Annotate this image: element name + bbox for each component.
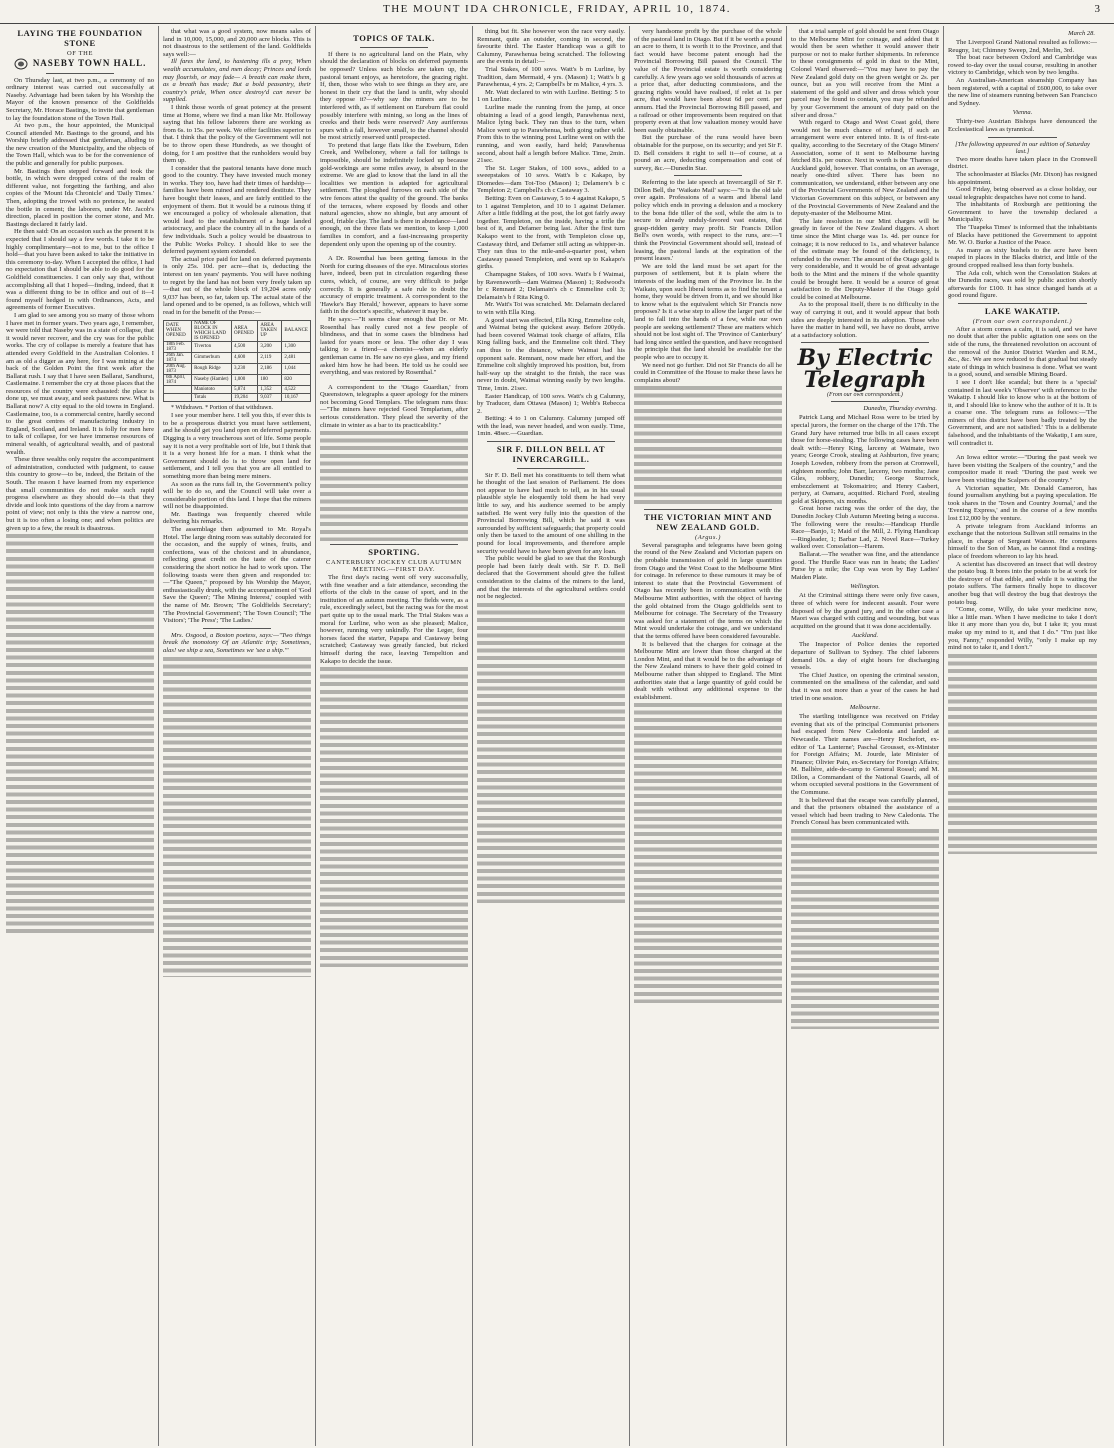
text-filler	[163, 657, 311, 977]
paragraph: very handsome profit by the purchase of the whole of the pastoral land in Otago. But if it be worth a pound an acre to them, it is worth it to the Province, and that fact would have become patent enough had the Provincial Borrowing Bill passed the Council. The value of the Provincial estate is worth considering carefully. A few years ago we sold thousands of acres at a price that, after deducting commissions, and the grazing rights would have realised, if relet at 1s per acre, that would have been about 6d per cent. per annum. Had the Provincial Borrowing Bill passed, and a railroad or other improvements been required on that property even at that low valuation money would have been easily obtainable.	[634, 28, 782, 134]
divider	[674, 175, 742, 176]
table-cell: 3,230	[231, 363, 257, 374]
divider	[958, 303, 1087, 304]
article-headline-2	[6, 58, 154, 70]
paragraph: Mr. Bastings was frequently cheered while delivering his remarks.	[163, 510, 311, 526]
paragraph: that what was a good system, now means sales of land in 10,000, 15,000, and 20,000 acre blocks. This is not disastrous to the settlement of the land. Goldfields says well:—	[163, 28, 311, 58]
divider	[203, 628, 271, 629]
sporting-subhead: CANTERBURY JOCKEY CLUB AUTUMN MEETING.—FIRST DAY.	[326, 559, 462, 574]
newspaper-title-line: THE MOUNT IDA CHRONICLE, FRIDAY, APRIL 10, 1874.	[383, 3, 731, 15]
article-headline: LAYING THE FOUNDATION STONE	[17, 28, 143, 48]
masthead	[0, 0, 1114, 24]
verse: Ill fares the land, to hastening ills a prey, When wealth accumulates, and men decay; Princes and lords may flourish, or may fade— A breath can make them, as a breath has made; But a bold peasantry, their country's pride, When once destroy'd can never be supplied.	[163, 58, 311, 104]
paragraph: The public would be glad to see that the Roxburgh people had been fairly dealt with. Sir F. D. Bell declared that the Government should give the fullest consideration to the claims of the miners to the land, and that the interests of the agricultural settlers could not be neglected.	[477, 555, 625, 601]
paragraph: The schoolmaster at Blacks (Mr. Dixon) has resigned his appointment.	[948, 170, 1097, 186]
column-4	[473, 26, 630, 1446]
table-cell: 4,522	[282, 385, 311, 393]
table-cell: 10,167	[282, 393, 311, 401]
paragraph: With regard to Otago and West Coast gold, there would not be much chance of refund, if such an arrangement were ever entered into. It is of first-rate quality, according to the Secretary of the Otago Miners' Association, some of it sent to Melbourne having fetched 81s. per ounce. Next in worth is the 'Thames or Auckland gold, however. That contains, on an average, nearly one-third silver. There has been no communication, we understand, either between any one of the Provincial Governments of New Zealand and the Victorian Government on this subject, or between any of the Provincial Governments of New Zealand and the deputy-master of the Melbourne Mint.	[791, 119, 939, 218]
text-filler	[320, 431, 468, 541]
column-5	[630, 26, 787, 1446]
table-cell	[164, 385, 192, 393]
table-cell: 26th Jan. 1874	[164, 352, 192, 363]
divider	[46, 73, 114, 74]
divider	[831, 401, 899, 402]
columns	[2, 26, 1112, 1446]
paragraph: He then said: On an occasion such as the present it is expected that I should say a few words. I take it to be highly complimentary—not to me, but to the office I hold—that you have been asked to take the initiative in this ceremony to-day. When I accepted the office, I had no expectation that I should be able to do good for the Goldfield constituencies. I can only say that, without accomplishing all that I hoped—finding, indeed, that it was a different thing to be in office and out of it—I found myself hedged in with Ordinances, Acts, and agreements of former Executives.	[6, 228, 154, 312]
table-cell: 5,874	[231, 385, 257, 393]
dateline: Wellington.	[850, 583, 880, 591]
paragraph: An Australian-American steamship Company has been registered, with a capital of £600,000, to take over the new line of steamers running between San Francisco and Sydney.	[948, 76, 1097, 107]
table-header: BALANCE	[282, 320, 311, 341]
paragraph: After a storm comes a calm, it is said, and we have no doubt that after the public agitation one sees on the side of the runs, the threatened revolution on account of the removal of the Junior District Warden and R.M., &c., &c. We are now reduced to that gradual but steady state of things in which business is done. What we want is a good, sound, and sensible Mining Board.	[948, 325, 1097, 379]
text-filler	[477, 603, 625, 903]
paragraph: I consider that the pastoral tenants have done much good to the country. They have invested much money in works. They too, have had their times of hardship—families have been ruined and rendered destitute. They have bought their leases, and are fairly entitled to the enjoyment of them. But it would be a ruinous thing if we encouraged a policy of wholesale alienation, that would lead to the establishment of a huge landed aristocracy, and place the country all in the hands of a few individuals. Such a policy would be disastrous to the Public Works Policy. I should like to see the deferred payment system extended.	[163, 164, 311, 256]
divider	[360, 47, 428, 48]
paragraph: Referring to the late speech at Invercargill of Sir F. Dillon Bell, the 'Waikato Mail' says:—"It is the old tale over again. Professions of a warm and liberal land policy which ends in proving a delusion and a mockery to the bona fide tiller of the soil, while the aim is to secure to already unduly-favored vast estates, that grasp-ridden gentry may profit. Sir Francis Dillon Bell's own words, with respect to the runs, are:—'I think the Provincial Government should sell, instead of leasing, the pastoral lands at the expiration of the present leases.'	[634, 179, 782, 263]
editorial-note: [The following appeared in our edition of Saturday last.]	[955, 140, 1090, 156]
divider	[801, 342, 929, 343]
table-row	[164, 363, 311, 374]
paragraph: But the purchase of the runs would have been obtainable for the purpose, on its security; and yet Sir F. D. Bell considers it right to sell it—of course, at a pound an acre, deducting compensation and cost of survey, &c.—Dunedin Star.	[634, 134, 782, 172]
paragraph: A private telegram from Auckland informs an exchange that the notorious Sullivan still remains in the place, in charge of Sergeant Watson. He compares himself to the Son of Man, as he cannot find a resting-place of freedom whereon to lay his head.	[948, 522, 1097, 560]
topics-headline: TOPICS OF TALK.	[353, 33, 435, 43]
column-7	[944, 26, 1101, 1446]
paragraph: Several paragraphs and telegrams have been going the round of the New Zealand and Victorian papers on the probable transmission of gold in large quantities from Otago and the West Coast to the Melbourne Mint for coinage. In reference to these rumours it may be of interest to state that the Provincial Government of Otago has recently been in communication with the Melbourne Mint authorities, with the object of having the gold obtained from the Otago goldfields sent to Melbourne for coinage. The Secretary of the Treasury was asked for a statement of the terms on which the Mint would undertake the coinage, and we understand that the terms offered have been considered favourable.	[634, 541, 782, 640]
table-cell: 4,500	[231, 341, 257, 352]
table-row	[164, 374, 311, 385]
paragraph: The actual price paid for land on deferred payments is only 25s. 10d. per acre—that is, deducting the interest on ten years' payments. You will have nothing to regret by the land has not been very freely taken up—that out of the whole block of 19,204 acres only 9,037 has been, so far, taken up. The actual state of the land opened and to be opened, is as follows, which will read in for the benefit of the Press:—	[163, 255, 311, 316]
divider	[988, 450, 1057, 451]
table-cell: 2,186	[258, 363, 282, 374]
paragraph: Thirty-two Austrian Bishops have denounced the Ecclesiastical laws as tyrannical.	[948, 118, 1097, 133]
table-cell: 18th Feb. 1873	[164, 341, 192, 352]
paragraph: The Liverpool Grand National resulted as follows:—Reugny, 1st; Chimney Sweep, 2nd, Merlin, 3rd.	[948, 39, 1097, 54]
paragraph: At the Criminal sittings there were only five cases, three of which were for indecent assault. Four were disposed of by the grand jury, and in the other case a Maori was charged with cutting and wounding, but was acquitted on the ground that it was done accidentally.	[791, 592, 939, 630]
paragraph: The inhabitants of Roxburgh are petitioning the Government to have the township declared a Municipality.	[948, 201, 1097, 224]
paragraph: The first day's racing went off very successfully, with fine weather and a fair attendance, seconding the efforts of the club in the cause of sport, and in the institution of an autumn meeting. The fields were, as a rule, exceedingly select, but the racing was for the most part quite up to the usual mark. The Trial Stakes was a moral for Lurline, who won as she pleased; Malice, however, running very unkindly. For the Leger, four horses faced the starter, Papapa and Castaway being scratched; Castaway was greatly fancied, but ricked himself during the race, leaving Tempeltion and Kakapo to decide the issue.	[320, 574, 468, 665]
race-result: Easter Handicap, of 100 sovs. Watt's ch g Calumny, by Traducer, dam Ottawa (Mason) 1; Webb's Rebecca 2.	[477, 392, 625, 415]
paragraph: At two p.m., the hour appointed, the Municipal Council attended Mr. Bastings to the ground, and his Worship briefly addressed that gentleman, alluding to the new creation of the Municipality, and the objects of the Town Hall, which was to be for the convenience of the public and generally for public purposes.	[6, 122, 154, 168]
paragraph: To pretend that large flats like the Eweburn, Eden Creek, and Welbeloney, where a fall for tailings is impossible, should be indefinitely locked up because gold-workings are some miles away, is absurd in the extreme. We are glad to know that the land in all the localities we mention is adapted for agricultural settlement. The ploughed furrows on each side of the wire fences attest the quality of the ground. The banks of the terraces, where exposed by floods and other natural agencies, show no shingle, but any amount of good, friable clay. The land is there in abundance—land enough, on the three flats we mention, to keep 1,000 families in comfort, and a fast-increasing prosperity dependent only upon the opening up of the country.	[320, 141, 468, 248]
paragraph: The 'Tuapeka Times' is informed that the inhabitants of Blacks have petitioned the Government to appoint Mr. W. O. Burke a Justice of the Peace.	[948, 224, 1097, 247]
table-cell: Maniototo	[192, 385, 232, 393]
paragraph: As to the proposal itself, there is no difficulty in the way of carrying it out, and it would appear that both sides are deeply interested in its adoption. Those who have the matter in hand will, we have no doubt, arrive at a satisfactory solution.	[791, 301, 939, 339]
dateline: Auckland.	[851, 632, 879, 640]
paragraph: We need not go further. Did not Sir Francis do all he could in Committee of the House to make these laws he complains about?	[634, 361, 782, 384]
mint-headline: THE VICTORIAN MINT AND NEW ZEALAND GOLD.	[644, 512, 772, 533]
telegraph-subhead: (From our own correspondent.)	[827, 392, 903, 399]
paragraph: An Iowa editor wrote:—"During the past week we have been visiting the Scalpers of the country," and the compositor made it read: "During the past week we have been visiting the Scalpers of the country."	[948, 454, 1097, 485]
divider	[330, 544, 458, 545]
table-cell: Gimmerburn	[192, 352, 232, 363]
seal-icon	[14, 58, 28, 70]
text-filler	[634, 703, 782, 1003]
table-footnote: * Withdrawn. * Portion of that withdrawn.	[171, 404, 273, 411]
paragraph: Mr. Watt's Toi was scratched. Mr. Delamain declared to win with Ella King.	[477, 301, 625, 316]
divider	[644, 509, 772, 510]
column-2	[159, 26, 316, 1446]
paragraph: The Ada colt, which won the Consolation Stakes at the Dunedin races, was sold by public auction shortly afterwards for £100. It has since changed hands at a good round figure.	[948, 269, 1097, 300]
paragraph: Mrs. Osgood, a Boston poetess, says:—"Two things break the monotony Of an Atlantic trip; Sometimes, alas! we ship a sea, Sometimes we 'see a ship.'"	[163, 631, 311, 654]
table-header: AREA OPENED	[231, 320, 257, 341]
table-cell: 2,119	[258, 352, 282, 363]
paragraph: He says:—"It seems clear enough that Dr. or Mr. Rosenthal has really cured not a few people of blindness, and that in some cases the blindness had lasted for years more or less. The other day I was talking to a friend—a chemist—when an elderly gentleman came in. He saw no eye glass, and my friend asked him how he had been. He told us he could see everything, and was restored by Rosenthal."	[320, 315, 468, 377]
paragraph: Good Friday, being observed as a close holiday, our usual telegraphic despatches have not come to hand.	[948, 186, 1097, 201]
paragraph: A Dr. Rosenthal has been getting famous in the North for curing diseases of the eye. Miraculous stories have, indeed, been put in circulation regarding these cures, which, of course, are very difficult to judge correctly. It is generally a safe rule to doubt the accuracy of empiric treatment. A correspondent to the 'Hawke's Bay Herald,' however, appears to have some faith in the doctor's specific, whatever it may be.	[320, 255, 468, 316]
race-result: Champagne Stakes, of 100 sovs. Watt's b f Waimai, by Ravensworth—dam Waimea (Mason) 1; Redwood's br c Remnant 2; Delamain's ch c Emmeline colt 3; Delamain's b f Rita King 0.	[477, 271, 625, 301]
paragraph: The late resolution in our Mint charges will be greatly in favor of the New Zealand diggers. A short time since the Mint charge was 1s. 4d. per ounce for coinage; it is now reduced to 1s., and whatever balance of the estimate may be found of the deficiency, is refunded to the owner. The amount of the Otago gold is very considerable, and it would be of great advantage both to the Mint and the miners if the whole quantity could be brought here. It would be a source of great satisfaction to the Deputy-Master if the Otago gold could be coined at Melbourne.	[791, 217, 939, 301]
paragraph: We are told the land must be set apart for the purposes of settlement, but it is plain where the interests of the leading men of the Province lie. In the Waikato, upon such liberal terms as to find the tenant a home, they would be driven from it, and we should like to know what is the equivalent which Sir Francis now proposes? Is it a wise step to allow the larger part of the land to fall into the hands of a few, while our own people are seeking settlement? These are matters which should not be lost sight of. The 'Province of Canterbury' had long since settled the question, and have recognised the principle that the land should be available for the people who are to occupy it.	[634, 262, 782, 361]
column-3	[316, 26, 473, 1446]
paragraph: Mr. Bastings then stepped forward and took the bottle, in which were dropped coins of the realm of different value, not forgetting the farthing, and also copies of the 'Mount Ida Chronicle' and 'Daily Times.' Then, adopting the trowel with no pretence, he seated the bottle in cement; the laborers, under Mr. Jacob's direction, placed in position the corner stone, and Mr. Bastings declared it fairly laid.	[6, 167, 154, 228]
paragraph: Mr. Watt declared to win with Lurline. Betting: 5 to 1 on Lurline.	[477, 88, 625, 104]
paragraph: Patrick Lang and Michael Ross were to be tried by special jurors, the former on the charge of the 17th. The Grand Jury have returned true bills in all cases except those for horse-stealing. The following cases have been dealt with:—Henry King, larceny at Waimate, two years; George Crook, stealing at Ashburton, five years; Joseph Lowden, robbery from the person at Cromwell, eighteen months; John Barr, larceny, two months; Jane Giles, robbery, Dunedin; George Sturrock, embezzlement at Tokomairiro; and Henry Casbert, perjury, at Oamaru, acquitted. Richard Ford, stealing gold at Skippers, six months.	[791, 414, 939, 505]
text-filler	[634, 386, 782, 506]
table-header: DATE WHEN OPENED	[164, 320, 192, 341]
table-cell: 1,300	[282, 341, 311, 352]
paragraph: "Come, come, Willy, do take your medicine now, like a little man. When I have medicine to take I don't like it any more than you do, but I take it; you must make up my mind to it, and that I do." "I'm just like you, Fanny," responded Willy, "only I make up my mind not to take it, and I don't."	[948, 606, 1097, 652]
paragraph: Betting: Even on Castaway, 5 to 4 against Kakapo, 5 to 1 against Templeton, and 10 to 1 against Defamer. After a little fiddling at the post, the lot got fairly away together. Templeton, on the inside, having a trifle the best of it, and Defamer being last. After the first turn Kakapo went to the front, with Templeton close up, Castaway third, and Defamer still acting as whipper-in. They ran thus to the mile-and-a-quarter post, when Castaway passed Templeton, and went up to Kakapo's girths.	[477, 195, 625, 271]
table-cell: 2,481	[282, 352, 311, 363]
divider	[360, 380, 428, 381]
paragraph: Lurline made the running from the jump, at once obtaining a lead of a good length, Parawhenua next, Malice lying back. They ran thus to the turn, when Malice went up to Parawhenua, both going rather wild. From this to the winning post Lurline went on with the running, and won easily, hard held; Parawhenua second, about half a length before Malice. Time, 2min. 21sec.	[477, 103, 625, 165]
article-source: (Argus.)	[694, 533, 722, 541]
article-subhead: OF THE	[66, 49, 94, 57]
dateline: Dunedin, Thursday evening.	[863, 405, 937, 413]
divider	[988, 137, 1057, 138]
divider	[517, 468, 585, 469]
table-cell: Rough Ridge	[192, 363, 232, 374]
paragraph: I am glad to see among you so many of those whom I have met in former years. Two years ago, I remember, we were told that Naseby was in a state of collapse, that it would never recover, and the cry was for the public works. The cry of collapse is merely a feature that has attended every Goldfield in the Australian Colonies. I am as old a digger as any here, for I was mining at the back of the Golden Point the first week after the Ballarat rush. I say that I have seen Ballarat, Sandhurst, Castlemaine. I remember the cry at those places that the resources of the country were exhausted: the place is done up, we must away, and seek pastures new. What is Ballarat now? A city equal to the old towns in England. Castlemaine, too, is a commercial centre, hardly second to the great centres of manufacturing industry in England, Scotland, and Ireland. It is folly for men here to talk of collapse, for we have immense resources of mineral wealth, of agricultural wealth, and of pastoral wealth.	[6, 311, 154, 456]
table-cell: 19,204	[231, 393, 257, 401]
column-1	[2, 26, 159, 1446]
race-result: The St. Leger Stakes, of 100 sovs., added to a sweepstakes of 10 sovs. Watt's b c Kakapo, by Diomedes—dam Tot-Too (Mason) 1; Delamere's b c Templeton 2; Campbell's ch c Castaway 3.	[477, 164, 625, 195]
paragraph: Sir F. D. Bell met his constituents to tell them what he thought of the last session of Parliament. He does not appear to have had much to tell, as in his usual plausible style he eloquently told them he had very little to say, and his audience seemed to be amply satisfied. He went very fully into the question of the Provincial Borrowing Bill, which he said it was surrounded by sufficient safeguards; that property could only then be taxed to the amount of one shilling in the pound for local improvements, and therefore ample security would have to have been given for any loan.	[477, 471, 625, 555]
table-row	[164, 393, 311, 401]
paragraph: The startling intelligence was received on Friday evening that six of the principal Communist prisoners had escaped from New Caledonia and landed at Newcastle. Their names are—Henry Rochefort, ex-editor of 'La Lanterne'; Paschal Grousset, ex-Minister for Foreign Affairs; M. Jourde, late Minister of Finance; Olivier Pain, ex-Secretary for Foreign Affairs; M. Ballière, aide-de-camp to General Rossel; and M. Dillon, a Commandant of the National Guards, all of whom occupied several positions in the Government of the Commune.	[791, 713, 939, 797]
table-row	[164, 385, 311, 393]
page-number: 3	[1094, 3, 1100, 15]
table-cell	[164, 393, 192, 401]
paragraph: Betting: 4 to 1 on Calumny. Calumny jumped off with the lead, was never headed, and won easily. Time, 1min. 48sec.—Guardian.	[477, 415, 625, 438]
race-result: Trial Stakes, of 100 sovs. Watt's b m Lurline, by Tradition, dam Mermaid, 4 yrs. (Mason) 1; Watt's b g Parawhenua, 4 yrs. 2; Campbell's br m Malice, 4 yrs. 3.	[477, 65, 625, 89]
table-row	[164, 341, 311, 352]
paragraph: On Thursday last, at two p.m., a ceremony of no ordinary interest was carried out successfully at Naseby. Advantage had been taken by his Worship the Mayor of the known presence of the Goldfields Secretary, Mr. Horace Bastings, to invite that gentleman to lay the foundation stone of the Town Hall.	[6, 76, 154, 122]
paragraph: A Victorian squatter, Mr. Donald Cameron, has found journalism anything but a paying speculation. He took shares in the 'Town and Country Journal,' and the 'Evening Express,' and in the course of a few months lost £12,000 by the venture.	[948, 484, 1097, 523]
paragraph: I see I don't like scandal; but there is a 'special' contained in last week's 'Observer' with reference to the Wakatip. I should like to know who is at the bottom of it, and I should like to know who the author of it is. It is a coarse one. The telegram runs as follows:—'The miners of this district have been badly treated by the Government, and are not satisfied.' This is a deliberate falsehood, and the inhabitants of the Wakatip, I am sure, will contradict it.	[948, 378, 1097, 447]
table-cell: Naseby (Hamlet)	[192, 374, 232, 385]
table-cell: Totals	[192, 393, 232, 401]
paragraph: thing but fit. She however won the race very easily. Remnant, quite an outsider, coming in second, the favourite third. The Easter Handicap was a gift to Calumny, Parawhenua being scratched. The following are the events in detail:—	[477, 28, 625, 66]
divider	[360, 251, 428, 252]
paragraph: A good start was effected, Ella King, Emmeline colt, and Waimai being the quickest away. Before 200yds. had been covered Waimai took charge of affairs, Ella King falling back, and the Emmeline colt third. They ran thus to the distance, where Waimai had his opponent safe. Remnant, now made her effort, and the Emmeline colt slightly improved his position, but, from half-way up the straight to the finish, the race was never in doubt, Waimai winning easily by two lengths. Time, 1min. 21sec.	[477, 316, 625, 392]
dateline: Melbourne.	[849, 704, 881, 712]
dateline: March 28.	[1068, 30, 1095, 37]
dateline: Vienna.	[1012, 109, 1033, 117]
table-cell: 4,600	[231, 352, 257, 363]
paragraph: Ballarat.—The weather was fine, and the attendance good. The Hurdle Race was run in heats; the Ladies' Purse by a mile; the Cup was won by Bay Ladies' Maiden Plate.	[791, 551, 939, 581]
table-header: AREA TAKEN UP	[258, 320, 282, 341]
paragraph: As many as sixty bushels to the acre have been reaped in places in the Blacks district, and little of the ground cropped realised less than forty bushels.	[948, 246, 1097, 270]
text-filler	[791, 829, 939, 1029]
paragraph: These three wealths only require the accompaniment of administration, conducted with judgment, to cause this country to grow—to be, indeed, the Britain of the South. The reason I have learned from my experience that small communities do not make such rapid progress elsewhere as they should do—is that they divide and look into questions of the day from a narrow point of view; not only is this the view a narrow one, but it is too often a losing one; and when politics are given up to a few, the result is disastrous.	[6, 456, 154, 532]
headline-text: NASEBY TOWN HALL.	[32, 57, 147, 68]
text-filler	[6, 534, 154, 934]
divider	[487, 441, 615, 442]
wakatip-headline: LAKE WAKATIP.	[984, 306, 1061, 316]
paragraph: If there is no agricultural land on the Plain, why should the declaration of blocks on deferred payments be opposed? Unless such blocks are taken up, the pastoral tenant enjoys, as heretofore, the grazing right. If, then, those who wish to see things as they are, are honest in their cry that the land is unfit, why should they oppose it?—why say the miners are to be interfered with, as if settlement on Eureburn flat could possibly interfere with mining, so long as the lines of creeks and their beds were reserved? Any auriferous spurs with a fall, however small, to the channel should be most strictly reserved until prospected.	[320, 50, 468, 142]
table-cell: 20th Aug. 1873	[164, 363, 192, 374]
sporting-headline: SPORTING.	[368, 547, 420, 558]
table-cell: 180	[258, 374, 282, 385]
paragraph: The Chief Justice, on opening the criminal session, commented on the smallness of the calendar, and said that it was not more than a year of the cases he had tried in one session.	[791, 671, 939, 702]
paragraph: The assemblage then adjourned to Mr. Royal's Hotel. The large dining room was suitably decorated for the occasion, and the supply of wines, fruits, and confections, was of the choicest and in abundance, reflecting great credit on the taste of the caterer considering the short notice he had to work upon. The following toasts were then given and responded to:—"The Queen," proposed by his Worship the Mayor, enthusiastically drunk, with the accompaniment of 'God Save the Queen'; 'The Mining Interest,' coupled with the name of Mr. Brown; 'The Goldfields Secretary'; 'The Provincial Government'; 'The Town Council'; 'The Visitors'; 'The Press'; 'The Ladies.'	[163, 526, 311, 625]
telegraph-headline: By Electric Telegraph	[797, 345, 933, 394]
table-cell: 9,037	[258, 393, 282, 401]
paragraph: The boat race between Oxford and Cambridge was rowed to-day over the usual course, resulting in another victory to Cambridge, which won by two lengths.	[948, 54, 1097, 77]
table-cell: 1,000	[231, 374, 257, 385]
land-returns-table	[163, 320, 311, 402]
table-header: NAME OF BLOCK IN WHICH LAND IS OPENED	[192, 320, 232, 341]
article-source: (From our own correspondent.)	[972, 317, 1073, 325]
text-filler	[320, 667, 468, 967]
paragraph: The Inspector of Police denies the reported departure of Sullivan to Sydney. The chief laborers demand 10s. a day of eight hours for discharging vessels.	[791, 641, 939, 672]
table-cell: 820	[282, 374, 311, 385]
paragraph: It is believed that the escape was carefully planned, and that the prisoners obtained the assistance of a vessel which had been trading to New Caledonia. The French Consul has been communicated with.	[791, 796, 939, 827]
paragraph: Two more deaths have taken place in the Cromwell district.	[948, 155, 1097, 171]
table-cell: 1,352	[258, 385, 282, 393]
table-header-row	[164, 320, 311, 341]
bell-headline: SIR F. DILLON BELL AT INVERCARGILL.	[496, 444, 606, 464]
table-cell: Tiverton	[192, 341, 232, 352]
paragraph: Great horse racing was the order of the day, the Dunedin Jockey Club Autumn Meeting being a success. The following were the results:—Handicap Hurdle Race—Banjo, 1; Maid of the Mill, 2. Flying Handicap—Ringleader, 1; Barbar Lad, 2. Novel Race—Turkey walked over. Consolation—Harem.	[791, 505, 939, 551]
paragraph: I think those words of great potency at the present time at Home, where we find a man like Mr. Holloway saying that his fellow laborers there are working as from 6s. to 15s. per week. We offer facilities superior to that. I think that the policy of the Government will not be to throw open these Hundreds, as we thought of doing, for I am positive that the runholders would buy them up.	[163, 103, 311, 165]
table-cell: 6th April, 1874	[164, 374, 192, 385]
paragraph: that a trial sample of gold should be sent from Otago to the Melbourne Mint for coinage, and added that it would then be seen whether it would answer their purpose or not to make further shipments. In reference to these consignments of gold in dust to the Mint, Colonel Ward observed:—"You may have to pay the New Zealand gold duty on the given weight or 2s. per ounce, but as you will receive from the Mint a statement of the gold and silver and dross which your parcel may be found to contain, you may be refunded by your Government the amount of duty paid on the silver and dross."	[791, 28, 939, 119]
paragraph: It is believed that the charges for coinage at the Melbourne Mint are lower than those charged at the London Mint, and that it would be to the advantage of the New Zealand miners to have their gold coined in Melbourne rather than shipped to England. The Mint authorities state that a large quantity of gold could be dealt with without any additional expense to the establishment.	[634, 640, 782, 701]
paragraph: I see your member here. I tell you this, if ever this is to be a prosperous district you must have settlement, and he should get you land open on deferred payments. Digging is a very treacherous sort of life. Some people say it is not a very profitable sort of life, but I think that it is a very honest life for a man. I think what the Government should do is to throw open land for settlement, and I tell you that you are all entitled to something more than being mere miners.	[163, 412, 311, 480]
table-cell: 1,044	[282, 363, 311, 374]
text-filler	[948, 654, 1097, 854]
paragraph: A scientist has discovered an insect that will destroy the potato bug. It bores into the potato to be at work for the destroyer of that edible, and while it is waiting the potato suffers. The farmers finally hope to discover another bug that will destroy the bug that destroys the potato bug.	[948, 560, 1097, 606]
column-6	[787, 26, 944, 1446]
table-cell: 3,200	[258, 341, 282, 352]
paragraph: As soon as the runs fall in, the Government's policy will be to do so, and the Council will take over a considerable portion of this land. I hope that the miners will not be disappointed.	[163, 480, 311, 511]
table-row	[164, 352, 311, 363]
paragraph: A correspondent to the 'Otago Guardian,' from Queenstown, telegraphs a queer apology for the miners not becoming Good Templars. The telegram runs thus:—"The miners have rejected Good Templarism, after serious consideration. They plead the severity of the climate in winter as a bar to its practicability."	[320, 383, 468, 429]
